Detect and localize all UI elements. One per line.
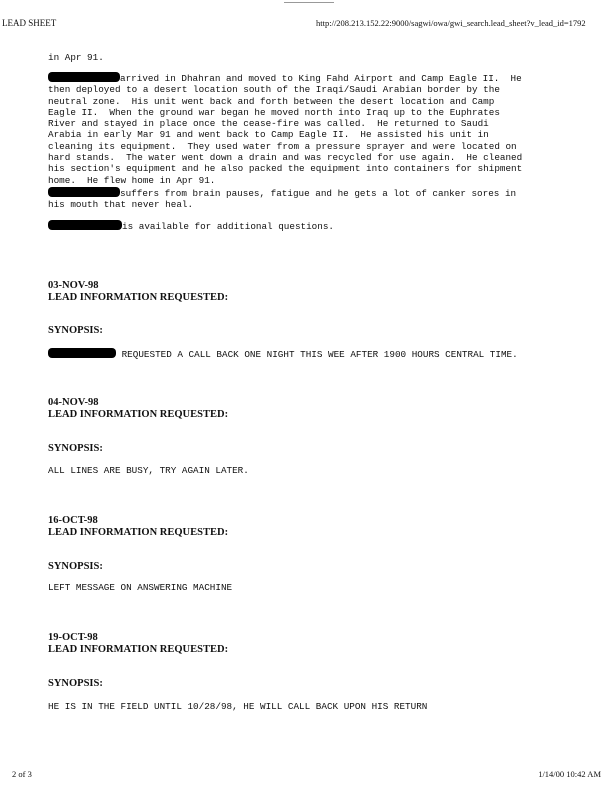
redaction-block <box>48 72 120 82</box>
para-line: then deployed to a desert location south of the Iraqi/Saudi Arabian border by the <box>48 84 500 96</box>
synopsis-label: SYNOPSIS: <box>48 561 103 572</box>
para-line: arrived in Dhahran and moved to King Fahd Airport and Camp Eagle II. He <box>120 73 522 84</box>
synopsis-text: REQUESTED A CALL BACK ONE NIGHT THIS WEE AFTER 1900 HOURS CENTRAL TIME. <box>48 348 518 360</box>
entry-date: 04-NOV-98 <box>48 397 99 408</box>
para-line: Eagle II. When the ground war began he moved north into Iraq up to the Euphrates <box>48 106 500 118</box>
lead-info-label: LEAD INFORMATION REQUESTED: <box>48 292 229 303</box>
synopsis-text: ALL LINES ARE BUSY, TRY AGAIN LATER. <box>48 465 249 476</box>
page-number: 2 of 3 <box>12 769 32 779</box>
paragraph-symptoms <box>48 187 516 211</box>
lead-info-label: LEAD INFORMATION REQUESTED: <box>48 409 229 420</box>
para-line: cleaning its equipment. They used water from a pressure sprayer and were located on <box>48 140 517 152</box>
paragraph-movements <box>48 72 522 186</box>
para-line: Arabia in early Mar 91 and went back to Camp Eagle II. He assisted his unit in <box>48 129 489 141</box>
entry-date: 16-OCT-98 <box>48 515 98 526</box>
para-line: is available for additional questions. <box>122 221 335 232</box>
para-line: River and stayed in place once the cease-fire was called. He returned to Saudi <box>48 118 489 130</box>
para-line: suffers from brain pauses, fatigue and he gets a lot of canker sores in <box>120 188 517 199</box>
lead-info-label: LEAD INFORMATION REQUESTED: <box>48 527 229 538</box>
entry-date: 03-NOV-98 <box>48 280 99 291</box>
para-line: home. He flew home in Apr 91. <box>48 174 216 186</box>
intro-line: in Apr 91. <box>48 52 104 63</box>
para-line: neutral zone. His unit went back and forth between the desert location and Camp <box>48 95 495 107</box>
synopsis-text: LEFT MESSAGE ON ANSWERING MACHINE <box>48 582 233 593</box>
redaction-block <box>48 220 122 230</box>
redaction-block <box>48 348 116 358</box>
entry-date: 19-OCT-98 <box>48 632 98 643</box>
redaction-block <box>48 187 120 197</box>
para-line: his mouth that never heal. <box>48 199 194 211</box>
header-rule <box>284 2 334 3</box>
lead-info-label: LEAD INFORMATION REQUESTED: <box>48 644 229 655</box>
document-url: http://208.213.152.22:9000/sagwi/owa/gwi_search.lead_sheet?v_lead_id=1792 <box>316 18 586 28</box>
paragraph-availability <box>48 220 334 232</box>
synopsis-label: SYNOPSIS: <box>48 325 103 336</box>
synopsis-text: HE IS IN THE FIELD UNTIL 10/28/98, HE WILL CALL BACK UPON HIS RETURN <box>48 701 428 712</box>
synopsis-label: SYNOPSIS: <box>48 443 103 454</box>
print-timestamp: 1/14/00 10:42 AM <box>538 769 601 779</box>
document-title: LEAD SHEET <box>2 18 57 28</box>
synopsis-label: SYNOPSIS: <box>48 678 103 689</box>
para-line: his section's equipment and he also packed the equipment into containers for shipment <box>48 163 523 175</box>
para-line: hard stands. The water went down a drain and was recycled for use again. He cleaned <box>48 152 523 164</box>
